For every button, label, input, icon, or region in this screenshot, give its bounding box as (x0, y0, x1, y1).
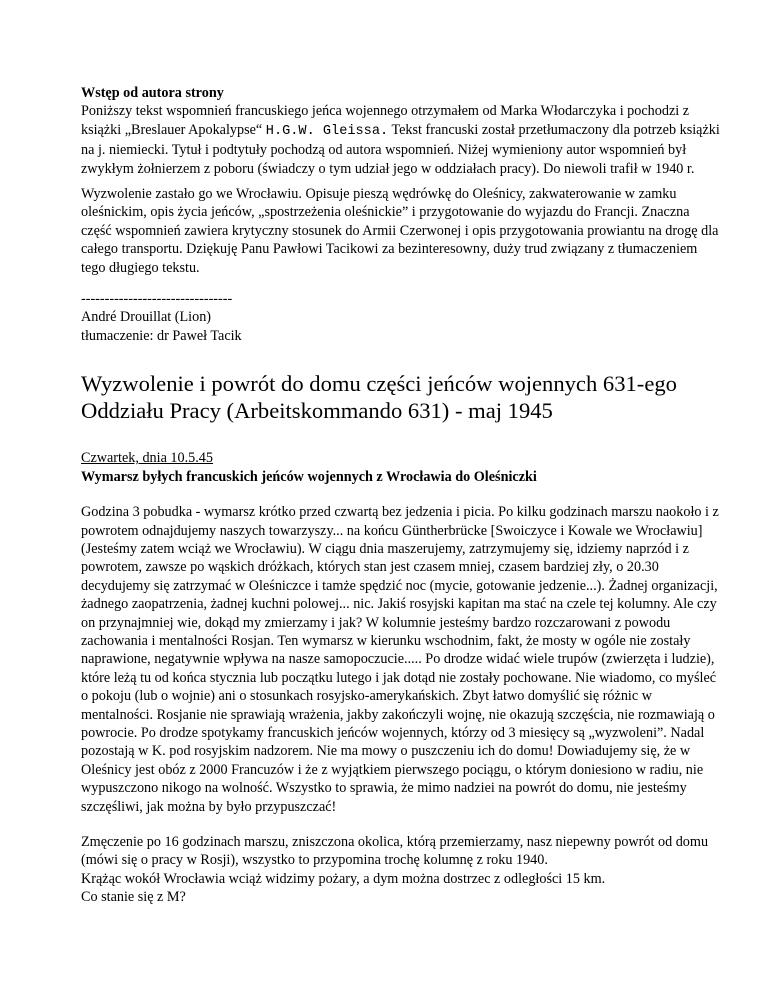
entry-header (81, 449, 721, 486)
intro-section (81, 84, 721, 178)
body-paragraph-2 (81, 833, 721, 907)
body-paragraph-2-line-2: Krążąc wokół Wrocławia wciąż widzimy pożary, a dym można dostrzec z odległości 15 km. (81, 870, 606, 887)
document-page (81, 84, 721, 907)
credits-section (81, 290, 721, 345)
entry-subtitle: Wymarsz byłych francuskich jeńców wojennych z Wrocławia do Oleśniczki (81, 468, 537, 485)
intro-author-name: H.G.W. Gleissa. (265, 123, 389, 139)
summary-paragraph: Wyzwolenie zastało go we Wrocławiu. Opisuje pieszą wędrówkę do Oleśnicy, zakwaterowanie w zamku oleśnickim, opis życia jeńców, „spostrzeżenia oleśnickie” i przygotowanie do wyjazdu do Francji. Znaczna część wspomnień zawiera krytyczny stosunek do Armii Czerwonej i opis przygotowania prowiantu na drogę dla całego transportu. Dziękuję Panu Pawłowi Tacikowi za bezinteresowny, duży trud związany z tłumaczeniem tego długiego tekstu. (81, 186, 719, 276)
entry-date: Czwartek, dnia 10.5.45 (81, 450, 213, 467)
credits-author: André Drouillat (Lion) (81, 309, 212, 326)
intro-text-part2: Tekst francuski został przetłumaczony dla potrzeb książki na j. niemiecki. Tytuł i podtytuły pochodzą od autora wspomnień. Niżej wymieniony autor wspomnień był zwykłym żołnierzem z poboru (świadczy o tym udział jego w oddziałach pracy). Do niewoli trafił w 1940 r. (81, 121, 720, 177)
body-paragraph-1: Godzina 3 pobudka - wymarsz krótko przed czwartą bez jedzenia i picia. Po kilku godzinach marszu naokoło i z powrotem odnajdujemy naszych towarzyszy... na końcu Güntherbrücke [Swoiczyce i Kowale we Wrocławiu] (Jesteśmy zatem wciąż we Wrocławiu). W ciągu dnia maszerujemy, zatrzymujemy się, idziemy naprzód i z powrotem, zawsze po wąskich dróżkach, których stan jest czasem mniej, czasem bardziej zły, o 20.30 decydujemy się zatrzymać w Oleśniczce i tamże spędzić noc (mycie, gotowanie jedzenie...). Żadnej organizacji, żadnego zaopatrzenia, żadnej kuchni polowej... nic. Jakiś rosyjski kapitan ma stać na czele tej kolumny. Ale czy on przynajmniej wie, dokąd my zmierzamy i jak? W kolumnie jesteśmy bardzo rozczarowani z powodu zachowania i mentalności Rosjan. Ten wymarsz w kierunku wschodnim, fakt, że mosty w ogóle nie zostały naprawione, negatywnie wpływa na nasze samopoczucie..... Po drodze widać wiele trupów (zwierzęta i ludzie), które leżą tu od końca stycznia lub początku lutego i jak dotąd nie zostały pochowane. Nie wiadomo, co myśleć o pokoju (lub o wojnie) ani o stosunkach rosyjsko-amerykańskich. Zbyt łatwo domyślić się różnic w mentalności. Rosjanie nie sprawiają wrażenia, jakby zakończyli wojnę, nie okazują szczęścia, nie rozmawiają o powrocie. Po drodze spotykamy francuskich jeńców wojennych, którzy od 3 miesięcy są „wyzwoleni”. Nadal pozostają w K. pod rosyjskim nadzorem. Nie ma mowy o puszczeniu ich do domu! Dowiadujemy się, że w Oleśnicy jest obóz z 2000 Francuzów i że z wyjątkiem pierwszego pociągu, o którym doniesiono w radiu, nie wypuszczono nikogo na wolność. Wszystko to sprawia, że mimo nadziei na powrót do domu, nie jesteśmy szczęśliwi, jak można by było przypuszczać! (81, 504, 719, 815)
credits-divider: -------------------------------- (81, 291, 233, 308)
intro-text-part1: Poniższy tekst wspomnień francuskiego jeńca wojennego otrzymałem od Marka Włodarczyka i pochodzi z książki „Breslauer Apokalypse“ (81, 103, 690, 138)
page-title: Wyzwolenie i powrót do domu części jeńców wojennych 631-ego Oddziału Pracy (Arbeitskommando 631) - maj 1945 (81, 371, 677, 423)
body-paragraph-2-line-1: Zmęczenie po 16 godzinach marszu, zniszczona okolica, którą przemierzamy, nasz niepewny powrót od domu (mówi się o pracy w Rosji), wszystko to przypomina trochę kolumnę z roku 1940. (81, 834, 709, 869)
credits-translator: tłumaczenie: dr Paweł Tacik (81, 327, 242, 344)
body-paragraph-2-line-3: Co stanie się z M? (81, 889, 186, 906)
intro-heading: Wstęp od autora strony (81, 85, 224, 101)
